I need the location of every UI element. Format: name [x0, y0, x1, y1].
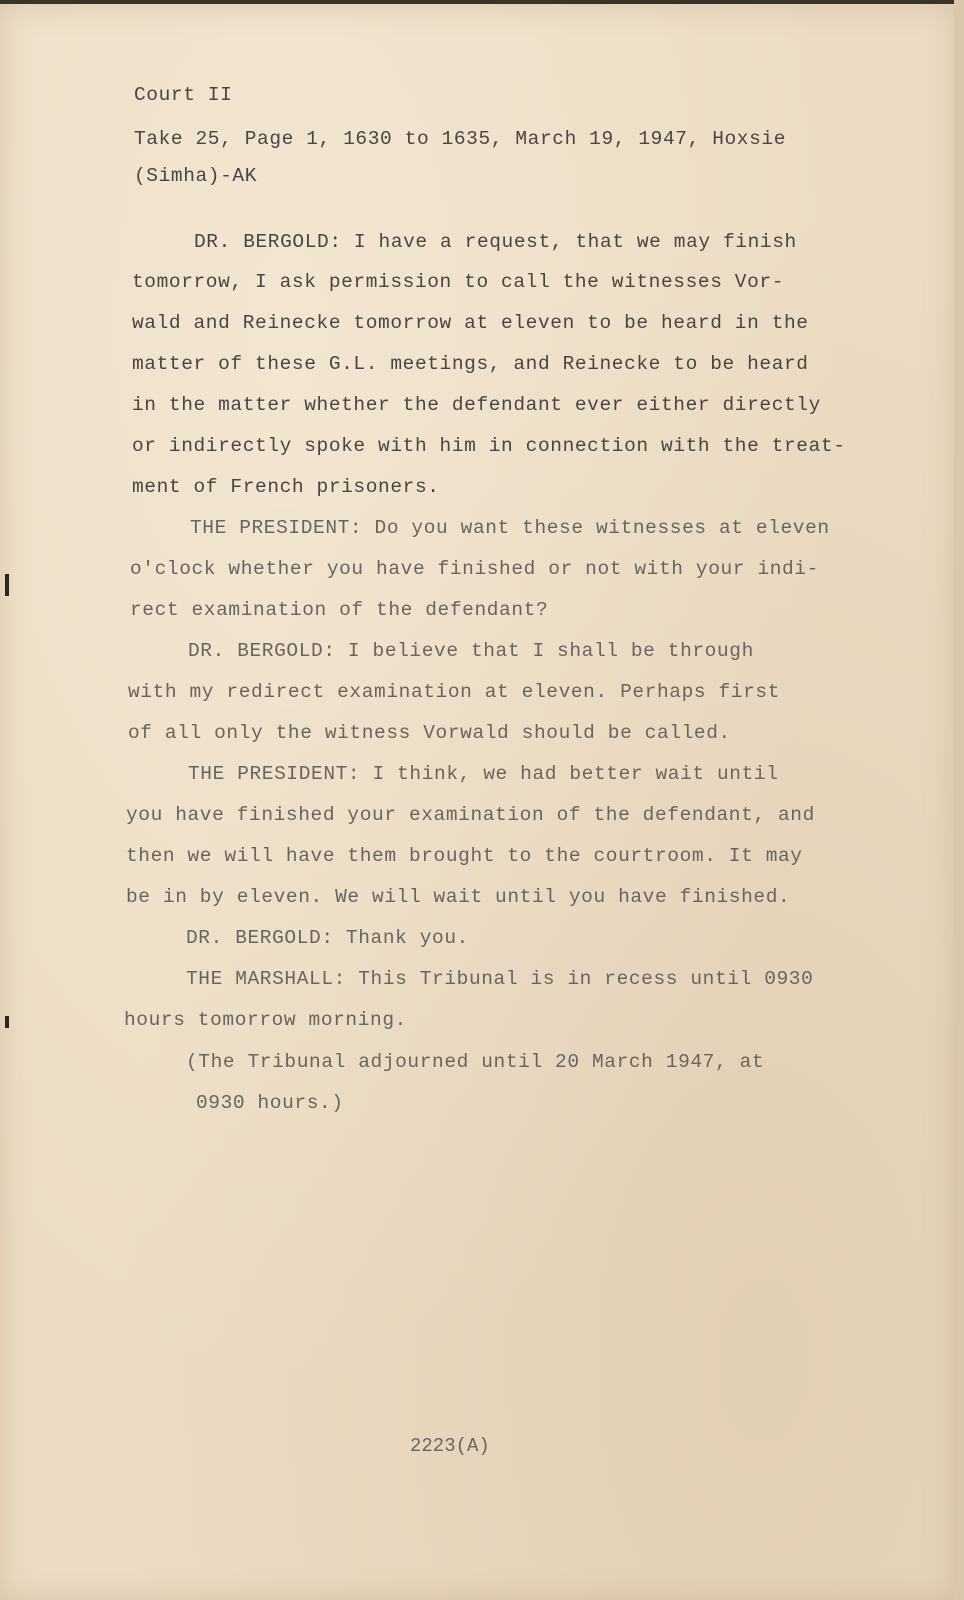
transcript-line: 0930 hours.): [196, 1092, 344, 1114]
transcript-line: or indirectly spoke with him in connection with the treat-: [132, 435, 846, 457]
transcript-line: DR. BERGOLD: I have a request, that we may finish: [194, 231, 797, 253]
transcript-line: o'clock whether you have finished or not with your indi-: [130, 558, 819, 580]
transcript-line: rect examination of the defendant?: [130, 599, 549, 621]
transcript-line: matter of these G.L. meetings, and Reinecke to be heard: [132, 353, 809, 375]
page-number: 2223(A): [410, 1435, 490, 1457]
transcript-line: THE PRESIDENT: I think, we had better wait until: [188, 763, 779, 785]
court-heading: Court II: [134, 84, 233, 106]
transcript-line: in the matter whether the defendant ever either directly: [132, 394, 821, 416]
transcript-line: wald and Reinecke tomorrow at eleven to be heard in the: [132, 312, 809, 334]
transcript-line: of all only the witness Vorwald should be called.: [128, 722, 731, 744]
transcript-line: tomorrow, I ask permission to call the witnesses Vor-: [132, 271, 785, 293]
transcript-line: DR. BERGOLD: Thank you.: [186, 927, 469, 949]
transcript-line: hours tomorrow morning.: [124, 1009, 407, 1031]
transcript-line: then we will have them brought to the courtroom. It may: [126, 845, 803, 867]
transcript-line: you have finished your examination of the defendant, and: [126, 804, 815, 826]
reporters-line: (Simha)-AK: [134, 165, 258, 187]
binder-mark: [5, 1016, 9, 1028]
page-edge: [954, 0, 964, 1600]
document-page: [0, 4, 954, 1600]
binder-mark: [5, 574, 9, 596]
transcript-line: (The Tribunal adjourned until 20 March 1947, at: [186, 1051, 765, 1073]
transcript-line: DR. BERGOLD: I believe that I shall be through: [188, 640, 754, 662]
transcript-line: THE MARSHALL: This Tribunal is in recess until 0930: [186, 968, 814, 990]
transcript-line: ment of French prisoners.: [132, 476, 440, 498]
transcript-line: with my redirect examination at eleven. Perhaps first: [128, 681, 781, 703]
transcript-line: THE PRESIDENT: Do you want these witnesses at eleven: [190, 517, 830, 539]
transcript-line: be in by eleven. We will wait until you have finished.: [126, 886, 791, 908]
take-line: Take 25, Page 1, 1630 to 1635, March 19, 1947, Hoxsie: [134, 128, 787, 150]
